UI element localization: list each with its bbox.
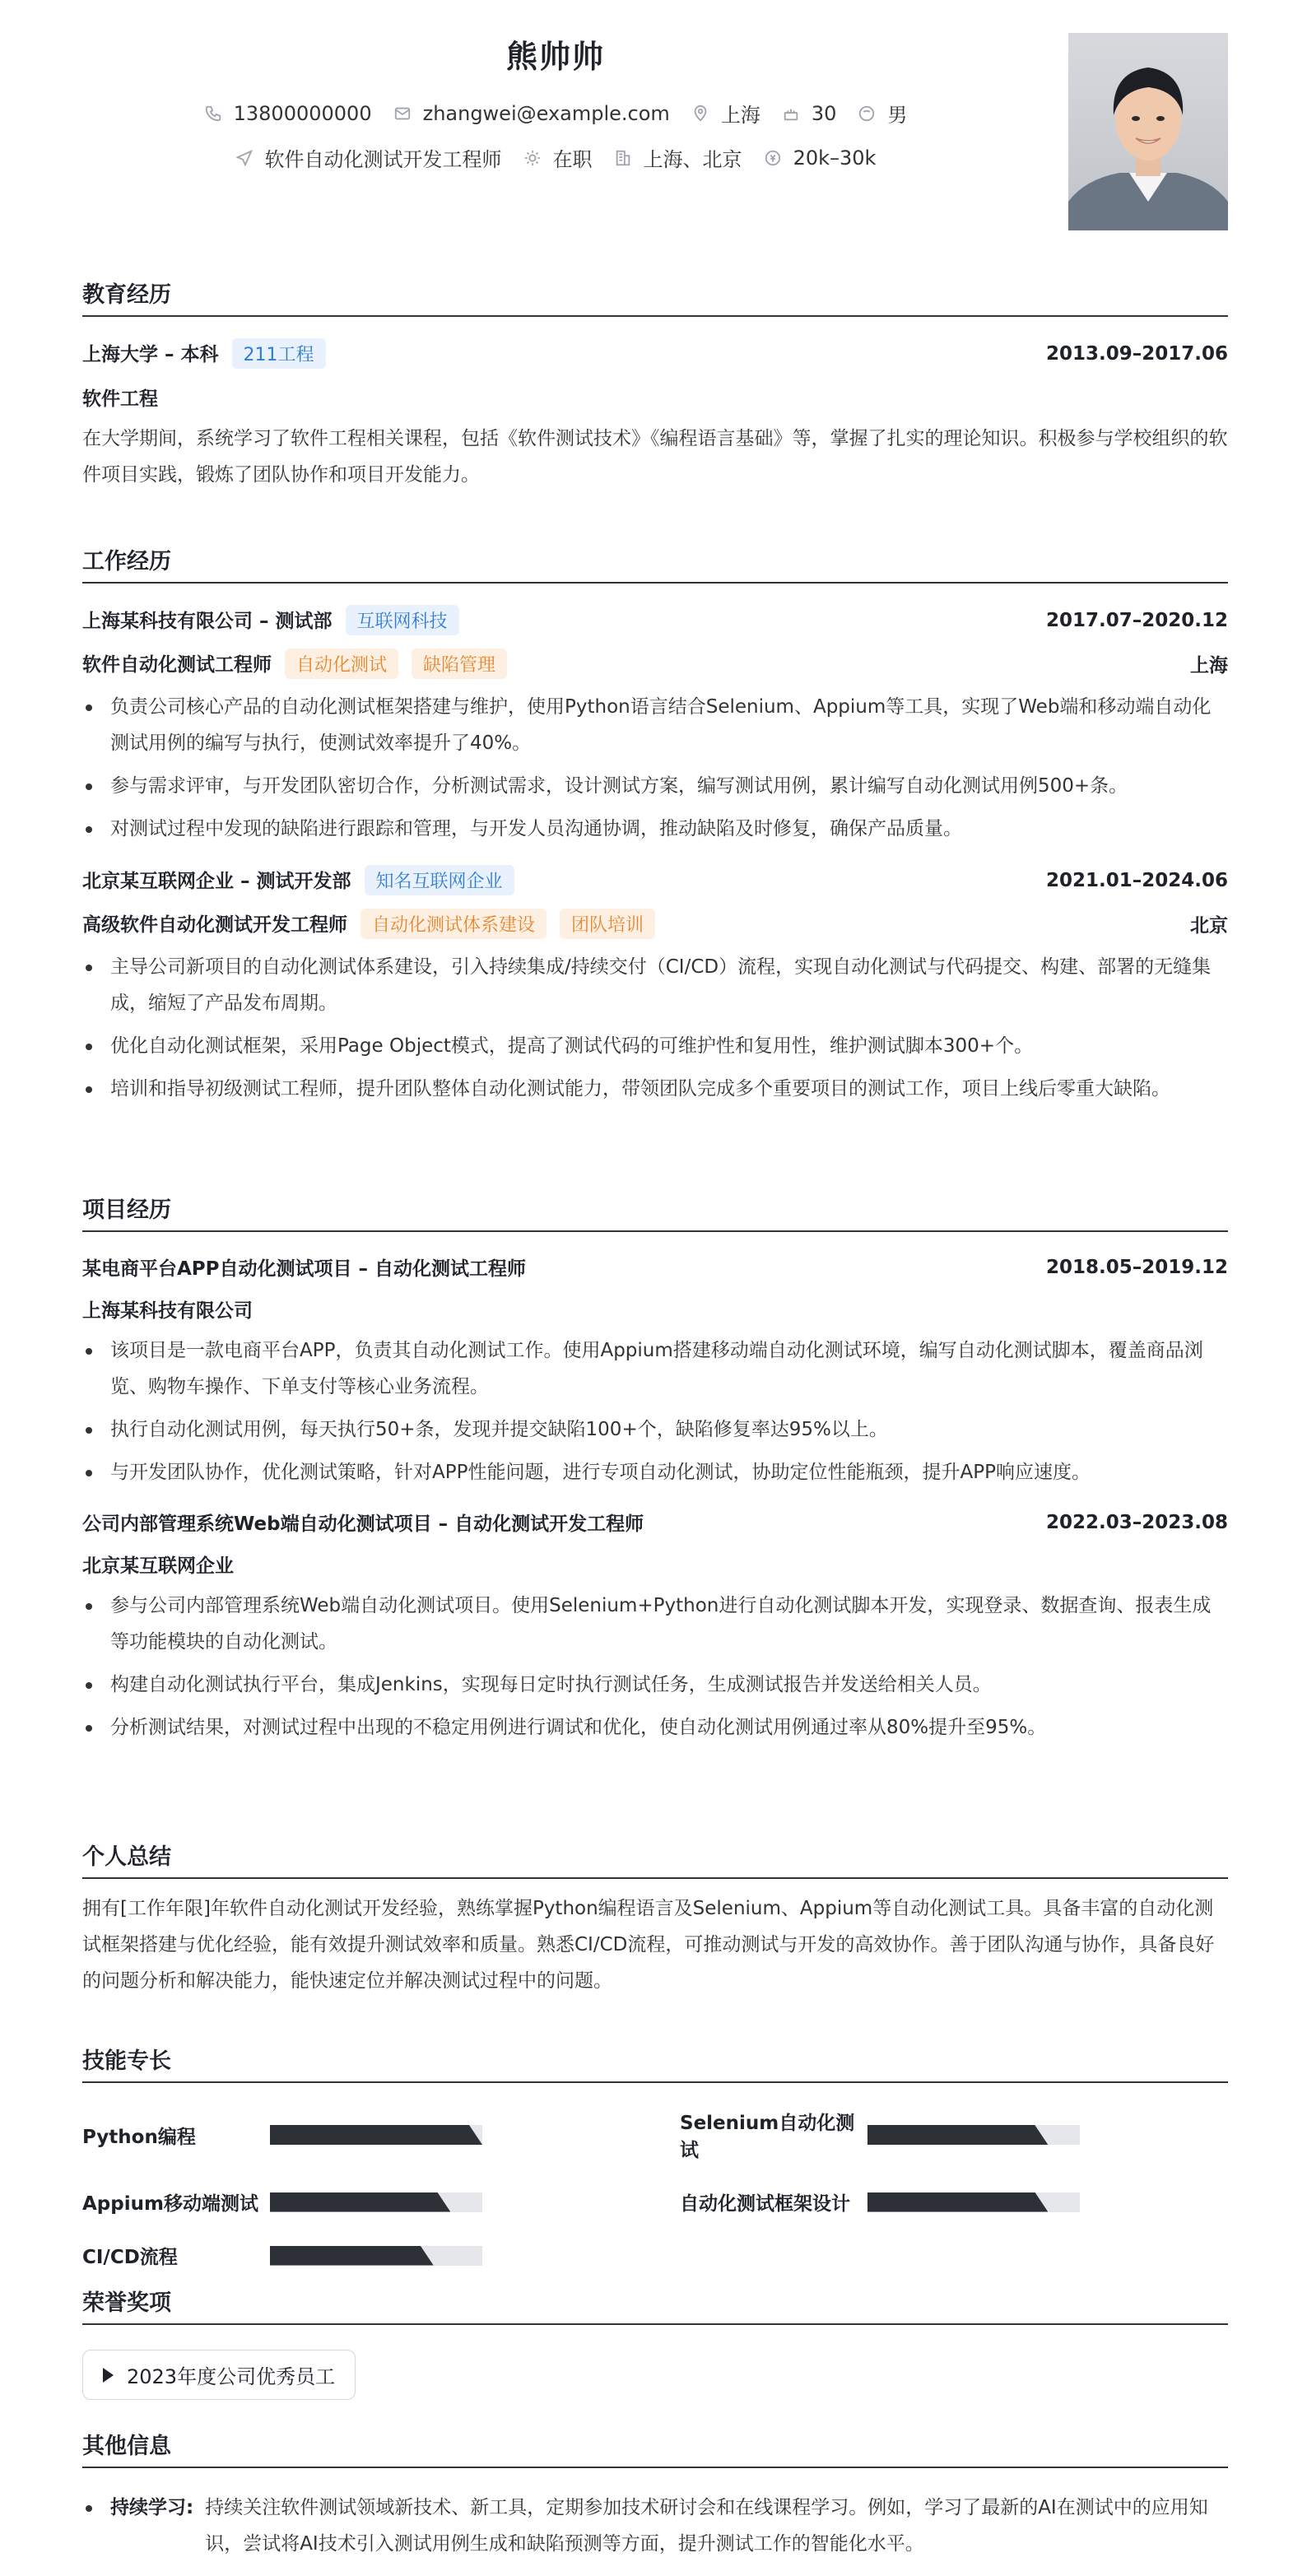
bullet-dot bbox=[86, 2505, 92, 2512]
building-icon bbox=[614, 149, 632, 167]
school-tag: 211工程 bbox=[232, 338, 326, 369]
summary-section bbox=[82, 1839, 1228, 1999]
work-section bbox=[82, 543, 1228, 1114]
company-name: 上海某科技有限公司 – 测试部 bbox=[82, 611, 333, 632]
school-name: 上海大学 – 本科 bbox=[82, 344, 219, 365]
project-bullets bbox=[82, 1332, 1228, 1490]
company-tag: 知名互联网企业 bbox=[365, 865, 514, 895]
work-role-row bbox=[82, 909, 1228, 939]
skill-fill bbox=[270, 2246, 434, 2266]
project-header bbox=[82, 1509, 1228, 1536]
phone-icon bbox=[204, 105, 222, 123]
job-intent-row bbox=[0, 143, 1111, 172]
summary-text: 拥有[工作年限]年软件自动化测试开发经验，熟练掌握Python编程语言及Selenium、Appium等自动化测试工具。具备丰富的自动化测试框架搭建与优化经验，能有效提升测试效率和质量。熟悉CI/CD流程，可推动测试与开发的高效协作。善于团队沟通与协作，具备良好的问题分析和解决能力，能快速定位并解决测试过程中的问题。 bbox=[82, 1898, 1215, 1992]
school-line bbox=[82, 338, 326, 369]
skill-item bbox=[82, 2242, 680, 2269]
project-bullets bbox=[82, 1588, 1228, 1746]
age-text: 30 bbox=[811, 101, 837, 125]
location-icon bbox=[691, 105, 709, 123]
gender-icon bbox=[858, 105, 876, 123]
work-bullets bbox=[82, 949, 1228, 1107]
skill-bar bbox=[867, 2192, 1080, 2212]
work-date: 2021.01–2024.06 bbox=[1045, 869, 1228, 891]
projects-section bbox=[82, 1192, 1228, 1752]
mail-icon bbox=[393, 105, 412, 123]
other-key: 持续学习: bbox=[110, 2497, 194, 2518]
work-city: 北京 bbox=[1190, 915, 1228, 937]
gender-item bbox=[858, 99, 907, 128]
skill-fill bbox=[867, 2192, 1048, 2212]
skill-name: Python编程 bbox=[82, 2126, 196, 2148]
resume-header bbox=[0, 0, 1307, 247]
triangle-icon bbox=[103, 2368, 114, 2383]
role-title: 高级软件自动化测试开发工程师 bbox=[82, 914, 347, 936]
email-text: zhangwei@example.com bbox=[422, 101, 670, 125]
money-icon bbox=[764, 149, 782, 167]
list-item: 该项目是一款电商平台APP，负责其自动化测试工作。使用Appium搭建移动端自动化测试环境，编写自动化测试脚本，覆盖商品浏览、购物车操作、下单支付等核心业务流程。 bbox=[82, 1332, 1228, 1405]
skill-tag: 自动化测试体系建设 bbox=[360, 909, 547, 939]
list-item: 分析测试结果，对测试过程中出现的不稳定用例进行调试和优化，使自动化测试用例通过率从80%提升至95%。 bbox=[82, 1709, 1228, 1746]
status-text: 在职 bbox=[552, 148, 593, 171]
work-city: 上海 bbox=[1190, 655, 1228, 677]
list-item: 负责公司核心产品的自动化测试框架搭建与维护，使用Python语言结合Selenium、Appium等工具，实现了Web端和移动端自动化测试用例的编写与执行，使测试效率提升了40%。 bbox=[82, 689, 1228, 761]
other-item bbox=[82, 2490, 1228, 2562]
skill-name: CI/CD流程 bbox=[82, 2247, 178, 2268]
company-tag: 互联网科技 bbox=[346, 605, 459, 635]
education-desc: 在大学期间，系统学习了软件工程相关课程，包括《软件测试技术》《编程语言基础》等，掌握了扎实的理论知识。积极参与学校组织的软件项目实践，锻炼了团队协作和项目开发能力。 bbox=[82, 428, 1228, 486]
skill-item bbox=[680, 2188, 1228, 2216]
education-section bbox=[82, 277, 1228, 493]
project-entry bbox=[82, 1253, 1228, 1490]
project-name: 某电商平台APP自动化测试项目 – 自动化测试工程师 bbox=[82, 1258, 527, 1280]
list-item: 构建自动化测试执行平台，集成Jenkins，实现每日定时执行测试任务，生成测试报告并发送给相关人员。 bbox=[82, 1667, 1228, 1703]
work-role-row bbox=[82, 649, 1228, 679]
projects-title: 项目经历 bbox=[82, 1192, 1228, 1232]
other-title: 其他信息 bbox=[82, 2428, 1228, 2468]
skill-bar bbox=[867, 2125, 1080, 2145]
work-header bbox=[82, 605, 1228, 635]
phone-item bbox=[204, 102, 372, 125]
other-section bbox=[82, 2428, 1228, 2562]
position-text: 软件自动化测试开发工程师 bbox=[264, 148, 502, 171]
skills-title: 技能专长 bbox=[82, 2043, 1228, 2083]
position-item bbox=[235, 143, 502, 172]
email-item bbox=[393, 102, 670, 125]
skills-grid bbox=[82, 2108, 1228, 2269]
work-title: 工作经历 bbox=[82, 543, 1228, 584]
status-item bbox=[523, 143, 593, 172]
project-date: 2018.05–2019.12 bbox=[1045, 1256, 1228, 1278]
skill-name: Appium移动端测试 bbox=[82, 2193, 258, 2215]
skill-item bbox=[82, 2188, 680, 2216]
company-name: 北京某互联网企业 – 测试开发部 bbox=[82, 871, 351, 892]
project-company: 上海某科技有限公司 bbox=[82, 1300, 253, 1322]
list-item: 优化自动化测试框架，采用Page Object模式，提高了测试代码的可维护性和复用性，维护测试脚本300+个。 bbox=[82, 1028, 1228, 1064]
salary-item bbox=[764, 146, 877, 170]
project-company: 北京某互联网企业 bbox=[82, 1555, 234, 1577]
role-line bbox=[82, 909, 655, 939]
work-entry bbox=[82, 865, 1228, 1107]
list-item: 培训和指导初级测试工程师，提升团队整体自动化测试能力，带领团队完成多个重要项目的测试工作，项目上线后零重大缺陷。 bbox=[82, 1071, 1228, 1107]
education-title: 教育经历 bbox=[82, 277, 1228, 317]
list-item: 执行自动化测试用例，每天执行50+条，发现并提交缺陷100+个，缺陷修复率达95%以上。 bbox=[82, 1411, 1228, 1448]
list-item: 参与公司内部管理系统Web端自动化测试项目。使用Selenium+Python进行自动化测试脚本开发，实现登录、数据查询、报表生成等功能模块的自动化测试。 bbox=[82, 1588, 1228, 1660]
candidate-name: 熊帅帅 bbox=[505, 39, 605, 75]
skill-name: Selenium自动化测试 bbox=[680, 2113, 855, 2161]
list-item: 主导公司新项目的自动化测试体系建设，引入持续集成/持续交付（CI/CD）流程，实现自动化测试与代码提交、构建、部署的无缝集成，缩短了产品发布周期。 bbox=[82, 949, 1228, 1021]
summary-title: 个人总结 bbox=[82, 1839, 1228, 1879]
company-line bbox=[82, 605, 459, 635]
avatar bbox=[1068, 33, 1228, 230]
target-cities-text: 上海、北京 bbox=[643, 148, 742, 171]
award-text: 2023年度公司优秀员工 bbox=[127, 2365, 336, 2388]
salary-text: 20k–30k bbox=[793, 146, 877, 170]
phone-text: 13800000000 bbox=[233, 101, 372, 125]
education-major: 软件工程 bbox=[82, 388, 158, 410]
age-item bbox=[782, 102, 837, 125]
skill-name: 自动化测试框架设计 bbox=[680, 2193, 850, 2215]
work-header bbox=[82, 865, 1228, 895]
project-entry bbox=[82, 1509, 1228, 1746]
age-icon bbox=[782, 105, 800, 123]
work-bullets bbox=[82, 689, 1228, 847]
work-entry bbox=[82, 605, 1228, 847]
company-line bbox=[82, 865, 514, 895]
list-item: 对测试过程中发现的缺陷进行跟踪和管理，与开发人员沟通协调，推动缺陷及时修复，确保产品质量。 bbox=[82, 811, 1228, 847]
city-text: 上海 bbox=[720, 104, 760, 127]
skill-item bbox=[680, 2108, 1228, 2162]
skill-bar bbox=[270, 2125, 482, 2145]
target-cities-item bbox=[614, 143, 742, 172]
honors-title: 荣誉奖项 bbox=[82, 2285, 1228, 2325]
work-date: 2017.07–2020.12 bbox=[1045, 609, 1228, 631]
skill-bar bbox=[270, 2246, 482, 2266]
skills-section bbox=[82, 2043, 1228, 2269]
other-value: 持续关注软件测试领域新技术、新工具，定期参加技术研讨会和在线课程学习。例如，学习了最新的AI在测试中的应用知识，尝试将AI技术引入测试用例生成和缺陷预测等方面，提升测试工作的智能化水平。 bbox=[205, 2497, 1208, 2555]
skill-fill bbox=[270, 2192, 450, 2212]
skill-item bbox=[82, 2108, 680, 2162]
skill-tag: 自动化测试 bbox=[285, 649, 398, 679]
project-name: 公司内部管理系统Web端自动化测试项目 – 自动化测试开发工程师 bbox=[82, 1514, 644, 1535]
list-item: 与开发团队协作，优化测试策略，针对APP性能问题，进行专项自动化测试，协助定位性能瓶颈，提升APP响应速度。 bbox=[82, 1454, 1228, 1490]
city-item bbox=[691, 99, 760, 128]
status-icon bbox=[523, 149, 542, 167]
role-title: 软件自动化测试工程师 bbox=[82, 654, 272, 676]
list-item: 参与需求评审，与开发团队密切合作，分析测试需求，设计测试方案，编写测试用例，累计编写自动化测试用例500+条。 bbox=[82, 768, 1228, 804]
role-line bbox=[82, 649, 507, 679]
project-header bbox=[82, 1253, 1228, 1281]
skill-fill bbox=[867, 2125, 1048, 2145]
send-icon bbox=[235, 149, 253, 167]
skill-bar bbox=[270, 2192, 482, 2212]
skill-fill bbox=[270, 2125, 482, 2145]
honors-list bbox=[82, 2350, 1228, 2400]
honors-section bbox=[82, 2285, 1228, 2400]
contact-row bbox=[0, 99, 1111, 128]
gender-text: 男 bbox=[887, 104, 908, 127]
skill-tag: 团队培训 bbox=[560, 909, 655, 939]
skill-tag: 缺陷管理 bbox=[412, 649, 507, 679]
education-header bbox=[82, 338, 1228, 369]
award-item bbox=[82, 2350, 356, 2400]
project-date: 2022.03–2023.08 bbox=[1045, 1511, 1228, 1533]
education-date: 2013.09–2017.06 bbox=[1045, 342, 1228, 365]
